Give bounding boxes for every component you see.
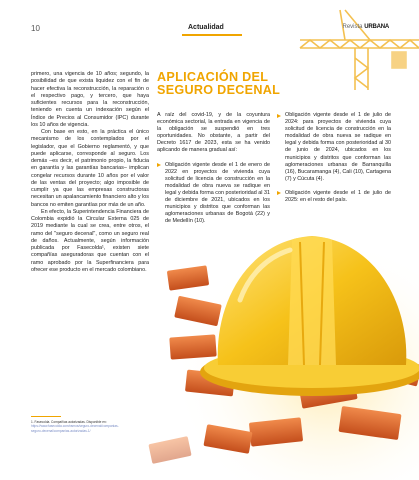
- footnote: [31, 420, 121, 433]
- section-label: Actualidad: [188, 24, 224, 31]
- bullet-item: Obligación vigente desde el 1 de enero de 2022 en proyectos de vivienda cuya solicitud de licencia de construcción en la modalidad de obra nueva se radique en legal y debida forma con posterioridad al 31 de diciembre de 2021, ubicados en los municipios y distritos que conforman las aglomeraciones urbanas de Bogotá (22) y de Medellín (10).: [157, 162, 270, 226]
- right-column: [277, 112, 391, 211]
- page-number: 10: [31, 24, 40, 33]
- intro-paragraph: A raíz del covid-19, y de la coyuntura económica sectorial, la entrada en vigencia de la obligación se suspendió en tres oportunidades. No obstante, a partir del Decreto 1617 de 2023, esta se ha venido aplicando de manera gradual así:: [157, 112, 270, 154]
- magazine-name: [343, 24, 390, 30]
- magazine-logo-text: URBANA: [364, 24, 389, 30]
- section-underline: [182, 34, 242, 36]
- footnote-label: 1. Fasecolda. Compañías autorizadas. Disponible en:: [31, 420, 107, 424]
- footnote-separator: [31, 416, 61, 417]
- footnote-link[interactable]: https://www.fasecolda.com/ramos/seguro-decenal/companias-seguro-decenal/companias-autorizadas-1/: [31, 424, 119, 433]
- bullet-item: Obligación vigente desde el 1 de julio de 2024: para proyectos de vivienda cuya solicitud de licencia de construcción en la modalidad de obra nueva se radique en legal y debida forma con posterioridad al 30 de junio de 2024, ubicados en los municipios y distritos que conforman las aglomeraciones urbanas de Barranquilla (16), Bucaramanga (4), Cali (10), Cartagena (7) y Cúcuta (4).: [277, 112, 391, 183]
- middle-column: [157, 112, 270, 232]
- title-line-1: APLICACIÓN DEL: [157, 70, 269, 84]
- title-line-2: SEGURO DECENAL: [157, 83, 281, 97]
- paragraph: Con base en esto, en la práctica el único mecanismo de los contemplados por el legislador, que el Gobierno reglamentó, y que puede aplicarse, corresponde al seguro. Los demás –es decir, el patrimonio propio, la fiducia en garantía y las garantías bancarias– implican congelar recursos durante 10 años por el valor de las ventas del proyecto; algo imposible de cumplir ya que las empresas constructoras necesitan un apalancamiento financiero alto y los bancos no emiten garantías por más de un año.: [31, 129, 149, 208]
- paragraph: En efecto, la Superintendencia Financiera de Colombia expidió la Circular Externa 025 de 2019 mediante la cual se crea, entre otros, el ramo del "seguro decenal", como un seguro real de daños. Actualmente, según información publicada por Fasecolda¹, existen siete compañías aseguradoras que cuentan con el ramo aprobado por la Superfinanciera para ofrecer ese producto en el mercado colombiano.: [31, 208, 149, 273]
- crane-icon: [300, 10, 419, 90]
- bullet-item: Obligación vigente desde el 1 de julio de 2025: en el resto del país.: [277, 190, 391, 204]
- paragraph: primero, una vigencia de 10 años; segundo, la posibilidad de que exista liquidez con el fin de hacer efectiva la reconstrucción, la reparación o el respectivo pago, y tercero, que haya suficientes recursos para la reconstrucción, teniendo en cuenta un indexación según el Índice de Precios al Consumidor (IPC) durante los 10 años de vigencia.: [31, 71, 149, 128]
- left-column: [31, 71, 149, 274]
- magazine-prefix: Revista: [342, 24, 363, 30]
- article-title: [157, 71, 280, 97]
